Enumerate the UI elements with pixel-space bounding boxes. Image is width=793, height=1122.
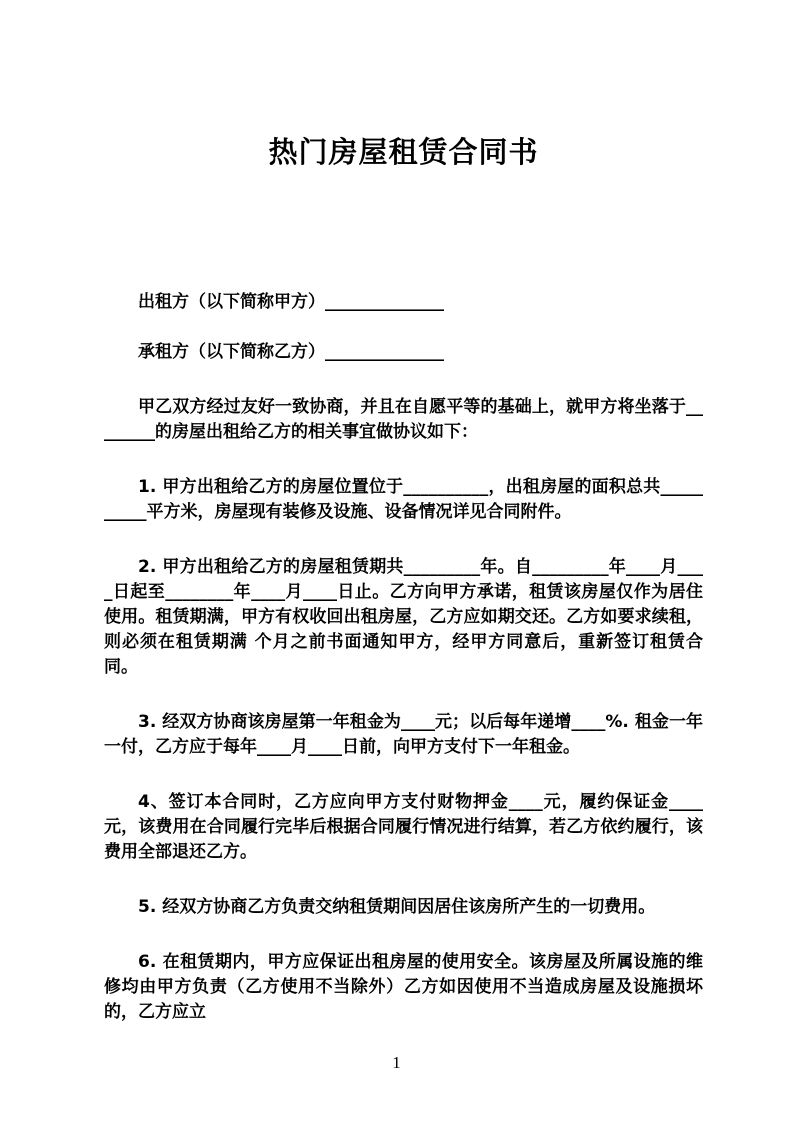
page-title: 热门房屋租赁合同书 (268, 135, 539, 169)
lessee-line: 承租方（以下简称乙方）______________ (138, 342, 444, 362)
clause-5-paragraph: 5. 经双方协商乙方负责交纳租赁期间因居住该房所产生的一切费用。 (138, 897, 656, 917)
intro-paragraph: 甲乙双方经过友好一致协商，并且在自愿平等的基础上，就甲方将坐落于________的房屋出租给乙方的相关事宜做协议如下： (104, 397, 703, 442)
clause-2-paragraph: 2. 甲方出租给乙方的房屋租赁期共_________年。自_________年____月____日起至________年____月____日止。乙方向甲方承诺，租赁该房屋仅作为居住使用。租赁期满，甲方有权收回出租房屋，乙方应如期交还。乙方如要求续租，则必须在租赁期满 个月之前书面通知甲方，经甲方同意后，重新签订租赁合同。 (104, 557, 703, 677)
clause-6-paragraph: 6. 在租赁期内，甲方应保证出租房屋的使用安全。该房屋及所属设施的维修均由甲方负责（乙方使用不当除外）乙方如因使用不当造成房屋及设施损坏的，乙方应立 (104, 952, 703, 1022)
clause-4-paragraph: 4、签订本合同时，乙方应向甲方支付财物押金____元，履约保证金____元，该费用在合同履行完毕后根据合同履行情况进行结算，若乙方依约履行，该费用全部退还乙方。 (104, 792, 703, 862)
clause-1-paragraph: 1. 甲方出租给乙方的房屋位置位于__________，出租房屋的面积总共__________平方米，房屋现有装修及设施、设备情况详见合同附件。 (104, 477, 703, 522)
page-number: 1 (392, 1053, 401, 1072)
clause-3-paragraph: 3. 经双方协商该房屋第一年租金为____元；以后每年递增____%. 租金一年一付，乙方应于每年____月____日前，向甲方支付下一年租金。 (104, 712, 703, 757)
lessor-line: 出租方（以下简称甲方）______________ (138, 292, 444, 312)
